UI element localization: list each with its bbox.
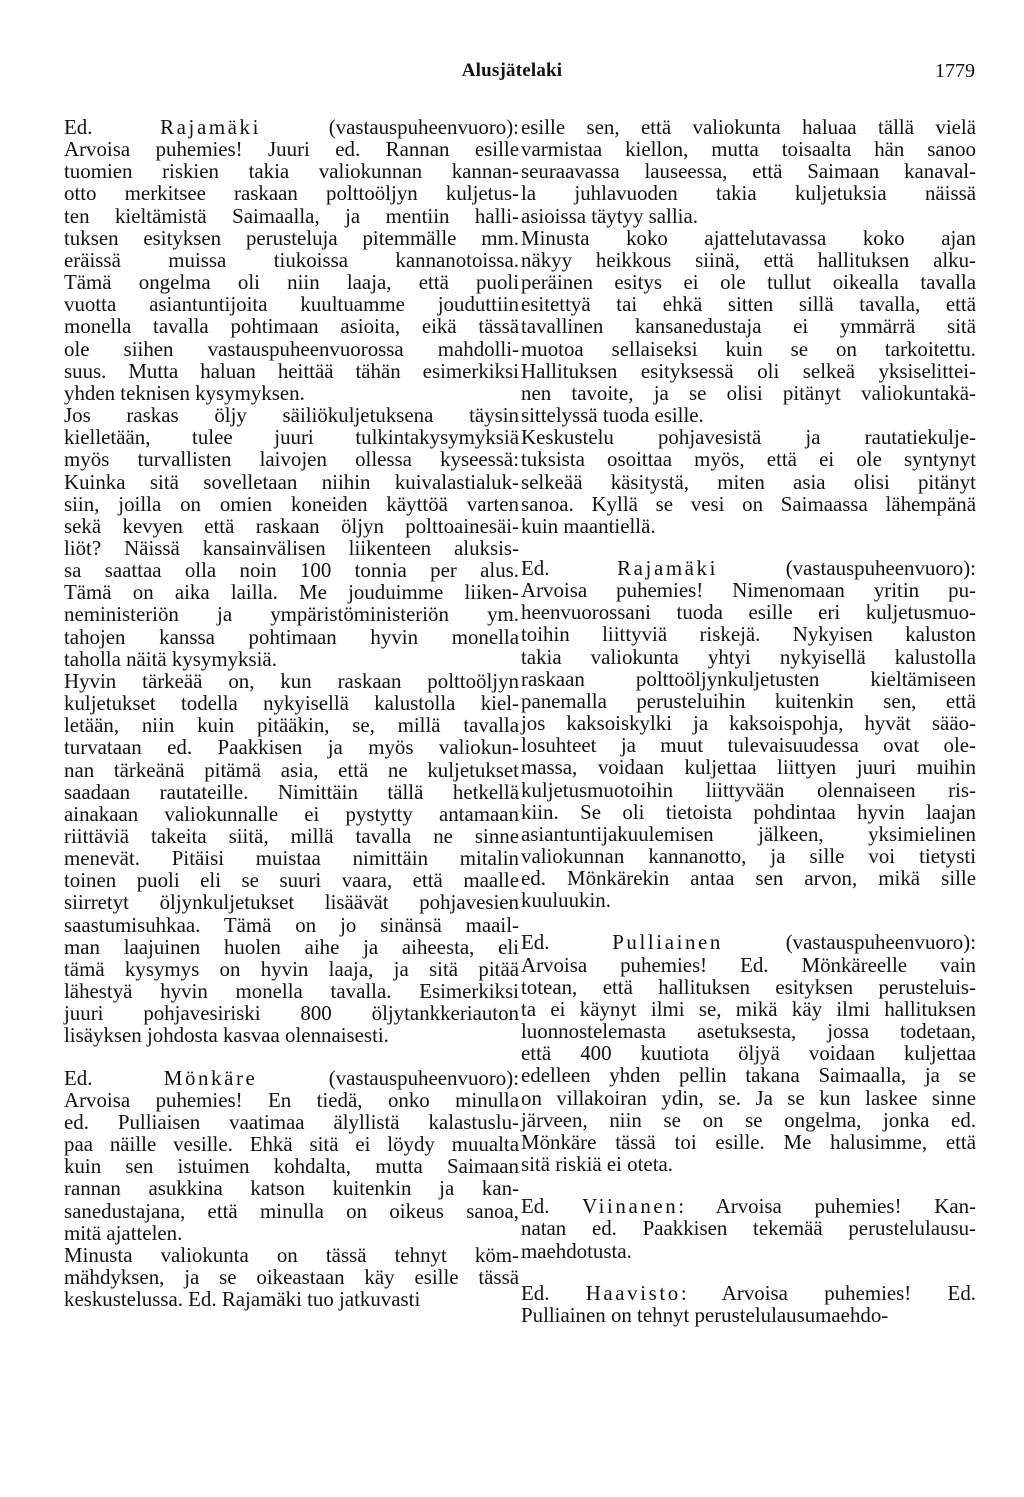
speech-block xyxy=(521,931,976,1175)
speech-block xyxy=(521,557,976,912)
text-line: sanoa. Kyllä se vesi on Saimaassa lähempänä xyxy=(521,491,976,516)
text-line: selkeää käsitystä, miten asia olisi pitänyt xyxy=(521,469,976,494)
text-line: edelleen yhden pellin takana Saimaalla, ja se xyxy=(521,1063,976,1088)
text-line: totean, että hallituksen esityksen perusteluis- xyxy=(521,974,976,999)
text-line: Arvoisa puhemies! En tiedä, onko minulla xyxy=(64,1087,519,1112)
text-line xyxy=(521,557,976,579)
text-line: Keskustelu pohjavesistä ja rautatiekulje- xyxy=(521,425,976,450)
speaker-prefix: Ed. xyxy=(521,930,613,955)
speaker-prefix: Ed. xyxy=(64,1065,164,1090)
text-line: kielletään, tulee juuri tulkintakysymyksiä xyxy=(64,425,519,450)
running-header-title: Alusjätelaki xyxy=(461,60,563,81)
text-line xyxy=(64,116,519,138)
text-line: esille sen, että valiokunta haluaa tällä vielä xyxy=(521,115,976,139)
text-line: ainakaan valiokunnalle ei pystytty antamaan xyxy=(64,801,519,826)
text-line: siin, joilla on omien koneiden käyttöä varten xyxy=(64,491,519,516)
text-line: heenvuorossani tuoda esille eri kuljetusmuo- xyxy=(521,600,976,625)
speaker-remark: : Arvoisa puhemies! Kan- xyxy=(678,1194,976,1219)
speaker-name: Rajamäki xyxy=(617,555,718,580)
text-line: saastumisuhkaa. Tämä on jo sinänsä maail- xyxy=(64,912,519,937)
text-line: tuksen esityksen perusteluja pitemmälle mm. xyxy=(64,225,519,250)
text-line: vuotta asiantuntijoita kuultuamme jouduttiin xyxy=(64,292,519,317)
text-line: nen tavoite, ja se olisi pitänyt valiokuntakä- xyxy=(521,380,976,405)
speaker-remark: : Arvoisa puhemies! Ed. xyxy=(680,1280,976,1305)
text-line: kuin sen istuimen kohdalta, mutta Saimaan xyxy=(64,1154,519,1179)
text-line: lisäyksen johdosta kasvaa olennaisesti. xyxy=(64,1023,389,1048)
speech-block xyxy=(64,1067,519,1311)
text-line: lähestyä hyvin monella tavalla. Esimerkiksi xyxy=(64,979,519,1004)
text-line: asioissa täytyy sallia. xyxy=(521,203,698,228)
text-line: valiokunnan kannanotto, ja sille voi tietysti xyxy=(521,844,976,868)
text-line: natan ed. Paakkisen tekemää perustelulausu- xyxy=(521,1216,976,1241)
speech-block xyxy=(521,1195,976,1261)
text-line: mitä ajattelen. xyxy=(64,1220,183,1245)
text-line: keskustelussa. Ed. Rajamäki tuo jatkuvasti xyxy=(64,1287,421,1312)
text-line: peräinen esitys ei ole tullut oikealla tavalla xyxy=(521,270,976,295)
text-line: yhden teknisen kysymyksen. xyxy=(64,380,305,405)
text-line: suus. Mutta haluan heittää tähän esimerkiksi xyxy=(64,358,519,383)
text-line: Jos raskas öljy säiliökuljetuksena täysin xyxy=(64,403,519,428)
text-line xyxy=(521,1195,976,1217)
speaker-name: Pulliainen xyxy=(612,930,723,955)
text-line: ed. Pulliaisen vaatimaa älyllistä kalastuslu- xyxy=(64,1109,519,1134)
speaker-remark: (vastauspuheenvuoro): xyxy=(257,1065,519,1090)
text-line: taholla näitä kysymyksiä. xyxy=(64,646,277,671)
text-line: myös turvallisten laivojen ollessa kyseessä: xyxy=(64,447,519,472)
speaker-name: Rajamäki xyxy=(160,115,261,139)
text-line: luonnostelemasta asetuksesta, jossa todetaan, xyxy=(521,1019,976,1044)
speaker-remark: (vastauspuheenvuoro): xyxy=(718,555,976,580)
text-line: esitettyä tai ehkä sitten sillä tavalla, että xyxy=(521,292,976,317)
text-line xyxy=(521,1282,976,1304)
text-line: tuomien riskien takia valiokunnan kannan- xyxy=(64,159,519,184)
text-line: kuljetukset todella nykyisellä kalustolla kiel- xyxy=(64,691,519,716)
speaker-name: Haavisto xyxy=(585,1280,681,1305)
text-line: näkyy heikkous siinä, että hallituksen alku- xyxy=(521,247,976,272)
speaker-remark: (vastauspuheenvuoro): xyxy=(722,930,976,955)
text-line: saadaan rautateille. Nimittäin tällä hetkellä xyxy=(64,779,519,804)
text-line: Mönkäre tässä toi esille. Me halusimme, että xyxy=(521,1129,976,1154)
text-line: riittäviä takeita siitä, millä tavalla ne sinne xyxy=(64,824,519,848)
text-line: liöt? Näissä kansainvälisen liikenteen aluksis- xyxy=(64,535,519,560)
right-text-column xyxy=(521,116,976,1326)
text-line: tavallinen kansanedustaja ei ymmärrä sitä xyxy=(521,314,976,339)
text-line: losuhteet ja muut tulevaisuudessa ovat ole- xyxy=(521,733,976,758)
text-line: Pulliainen on tehnyt perustelulausumaehdo- xyxy=(521,1302,889,1327)
text-line: sekä kevyen että raskaan öljyn polttoainesäi- xyxy=(64,513,519,538)
text-line: sittelyssä tuoda esille. xyxy=(521,403,704,428)
text-line: Arvoisa puhemies! Nimenomaan yritin pu- xyxy=(521,578,976,603)
speaker-name: Viinanen xyxy=(582,1194,679,1219)
speaker-prefix: Ed. xyxy=(521,555,618,580)
page-number: 1779 xyxy=(935,60,975,82)
text-line: Minusta koko ajattelutavassa koko ajan xyxy=(521,225,976,250)
text-line: on villakoiran ydin, se. Ja se kun laskee sinne xyxy=(521,1085,976,1110)
text-line: man laajuinen huolen aihe ja aiheesta, eli xyxy=(64,934,519,959)
text-line: järveen, niin se on se ongelma, jonka ed. xyxy=(521,1107,976,1132)
text-line: panemalla perusteluihin kuitenkin sen, että xyxy=(521,688,976,713)
speaker-prefix: Ed. xyxy=(521,1280,586,1305)
text-line: rannan asukkina katson kuitenkin ja kan- xyxy=(64,1176,519,1201)
text-line: mähdyksen, ja se oikeastaan käy esille tässä xyxy=(64,1264,519,1289)
text-line: letään, niin kuin pitääkin, se, millä tavalla xyxy=(64,713,519,738)
text-line: Tämä on aika lailla. Me jouduimme liiken- xyxy=(64,580,519,605)
left-text-column xyxy=(64,116,519,1310)
speech-block xyxy=(521,1282,976,1326)
text-line: toinen puoli eli se suuri vaara, että maalle xyxy=(64,868,519,893)
speech-block xyxy=(64,116,519,1047)
speaker-remark: (vastauspuheenvuoro): xyxy=(261,115,519,139)
text-line: ed. Mönkärekin antaa sen arvon, mikä sille xyxy=(521,866,976,891)
text-line: ta ei käynyt ilmi se, mikä käy ilmi hallituksen xyxy=(521,996,976,1021)
text-line: maehdotusta. xyxy=(521,1238,632,1263)
speech-block xyxy=(521,116,976,537)
text-line: tuksista osoittaa myös, että ei ole syntynyt xyxy=(521,447,976,472)
text-line: siirretyt öljynkuljetukset lisäävät pohjavesien xyxy=(64,890,519,915)
text-line: Tämä ongelma oli niin laaja, että puoli xyxy=(64,270,519,295)
text-line: varmistaa kiellon, mutta toisaalta hän sanoo xyxy=(521,137,976,162)
text-line: monella tavalla pohtimaan asioita, eikä tässä xyxy=(64,314,519,339)
text-line: sanedustajana, että minulla on oikeus sanoa, xyxy=(64,1198,519,1223)
text-line: jos kaksoiskylki ja kaksoispohja, hyvät sääo- xyxy=(521,711,976,736)
text-line: otto merkitsee raskaan polttoöljyn kuljetus- xyxy=(64,181,519,206)
text-line xyxy=(64,1067,519,1089)
text-line: paa näille vesille. Ehkä sitä ei löydy muualta xyxy=(64,1132,519,1157)
text-line: ole siihen vastauspuheenvuorossa mahdolli- xyxy=(64,336,519,361)
text-line xyxy=(521,931,976,953)
speaker-prefix: Ed. xyxy=(521,1194,583,1219)
text-line: ten kieltämistä Saimaalla, ja mentiin halli- xyxy=(64,203,519,228)
text-line: kuljetusmuotoihin liittyvään olennaiseen ris- xyxy=(521,777,976,802)
speaker-name: Mönkäre xyxy=(163,1065,258,1090)
text-line: että 400 kuutiota öljyä voidaan kuljettaa xyxy=(521,1041,976,1066)
text-line: Hallituksen esityksessä oli selkeä yksiselittei- xyxy=(521,358,976,383)
text-line: massa, voidaan kuljettaa liittyen juuri muihin xyxy=(521,755,976,780)
text-line: la juhlavuoden takia kuljetuksia näissä xyxy=(521,181,976,206)
text-line: nan tärkeänä pitämä asia, että ne kuljetukset xyxy=(64,757,519,782)
text-line: toihin liittyviä riskejä. Nykyisen kaluston xyxy=(521,622,976,647)
text-line: sitä riskiä ei oteta. xyxy=(521,1152,673,1177)
text-line: Kuinka sitä sovelletaan niihin kuivalastialuk- xyxy=(64,469,519,494)
speaker-prefix: Ed. xyxy=(64,115,161,139)
text-line: kiin. Se oli tietoista pohdintaa hyvin laajan xyxy=(521,799,976,824)
text-line: kuuluukin. xyxy=(521,888,611,913)
text-line: tämä kysymys on hyvin laaja, ja sitä pitää xyxy=(64,956,519,981)
text-line: takia valiokunta yhtyi nykyisellä kalustolla xyxy=(521,644,976,669)
text-line: sa saattaa olla noin 100 tonnia per alus. xyxy=(64,558,519,583)
text-line: kuin maantiellä. xyxy=(521,513,656,538)
text-line: juuri pohjavesiriski 800 öljytankkeriauton xyxy=(64,1001,519,1026)
text-line: tahojen kanssa pohtimaan hyvin monella xyxy=(64,624,519,649)
text-line: eräissä muissa tiukoissa kannanotoissa. xyxy=(64,247,519,272)
text-line: Arvoisa puhemies! Juuri ed. Rannan esille xyxy=(64,137,519,162)
text-line: raskaan polttoöljynkuljetusten kieltämiseen xyxy=(521,666,976,691)
text-line: muotoa sellaiseksi kuin se on tarkoitettu. xyxy=(521,336,976,361)
text-line: seuraavassa lauseessa, että Saimaan kanaval- xyxy=(521,159,976,184)
text-line: turvataan ed. Paakkisen ja myös valiokun- xyxy=(64,735,519,760)
text-line: Minusta valiokunta on tässä tehnyt köm- xyxy=(64,1242,519,1267)
text-line: menevät. Pitäisi muistaa nimittäin mitalin xyxy=(64,846,519,871)
text-line: neministeriön ja ympäristöministeriön ym. xyxy=(64,602,519,627)
text-line: asiantuntijakuulemisen jälkeen, yksimielinen xyxy=(521,821,976,846)
text-line: Arvoisa puhemies! Ed. Mönkäreelle vain xyxy=(521,952,976,977)
text-line: Hyvin tärkeää on, kun raskaan polttoöljyn xyxy=(64,668,519,693)
